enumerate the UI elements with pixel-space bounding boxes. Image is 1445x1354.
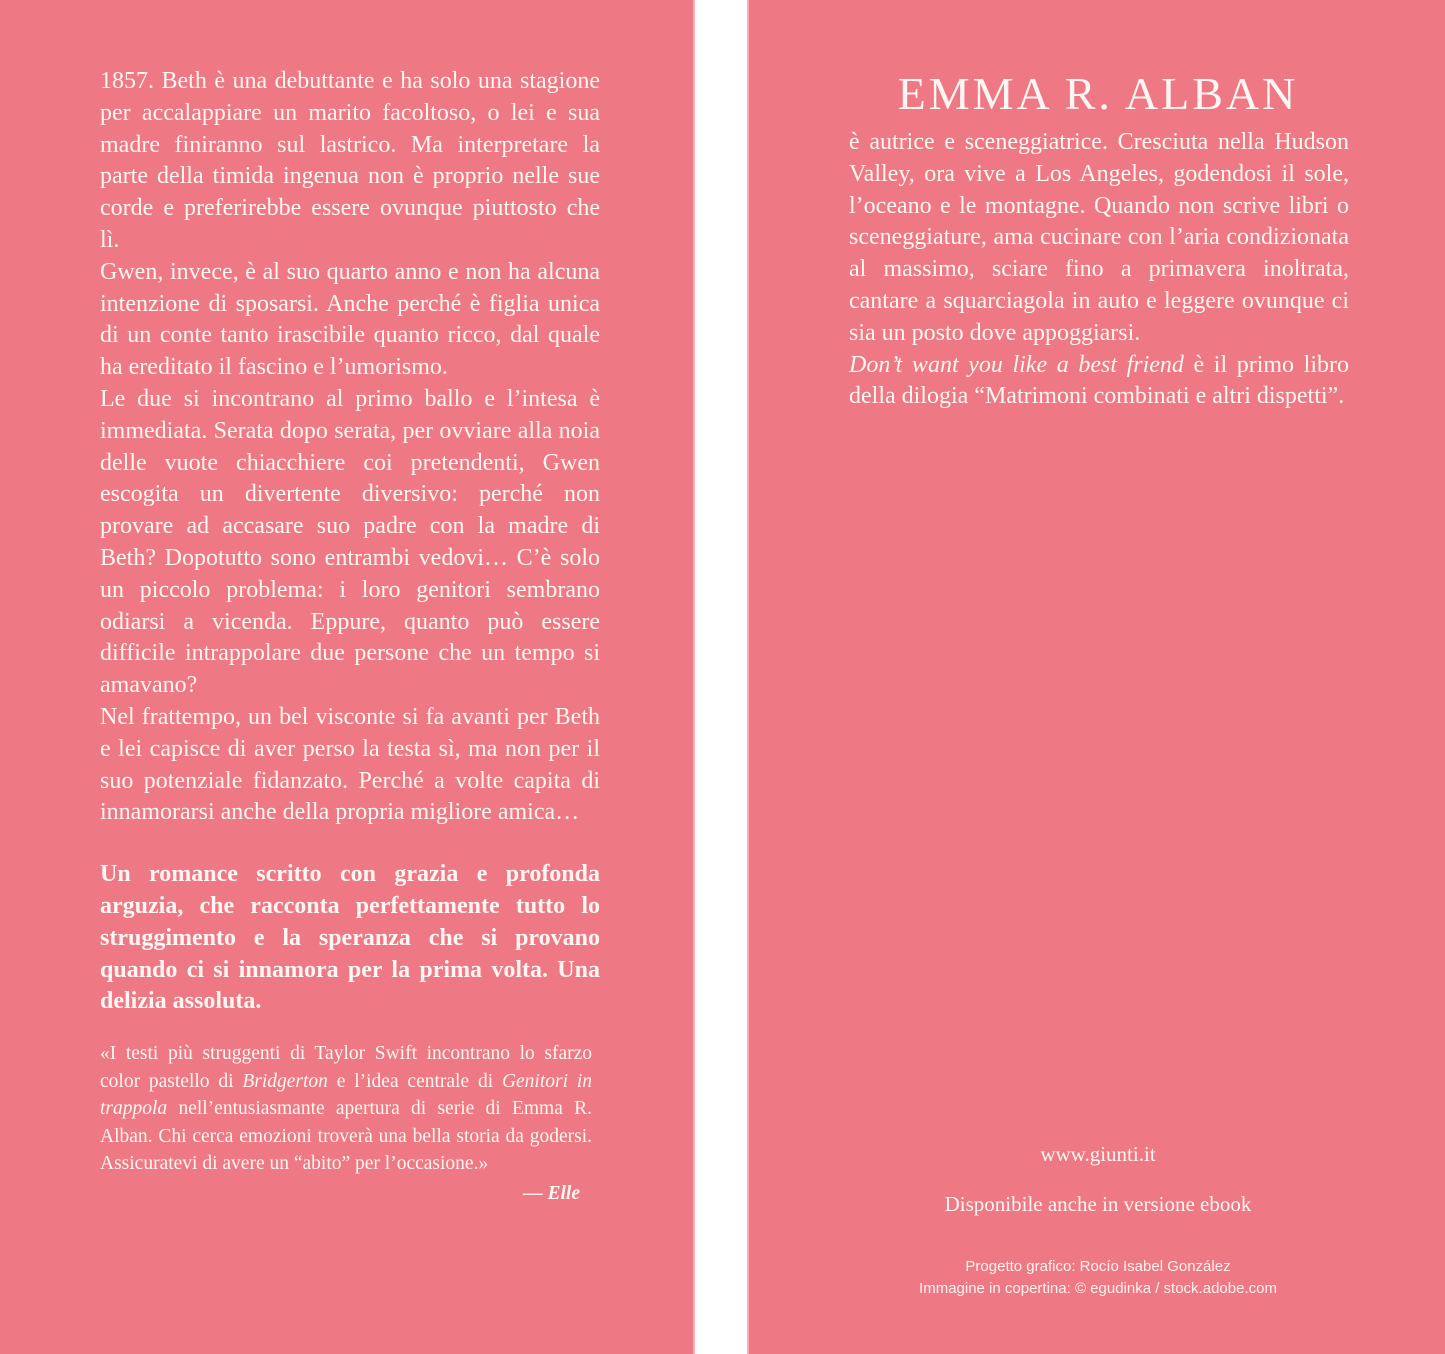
review-quote-text: «I testi più struggenti di Taylor Swift incontrano lo sfarzo color pastello di <box>100 1043 592 1092</box>
review-quote-text: e l’idea centrale di <box>327 1070 502 1092</box>
review-quote-italic-title: Bridgerton <box>242 1070 328 1092</box>
cover-image-credit: Immagine in copertina: © egudinka / stock.adobe.com <box>919 1280 1277 1297</box>
credits-block <box>749 1256 1445 1300</box>
review-quote-italic-title: Genitori in trappola <box>100 1070 593 1120</box>
author-bio <box>849 127 1349 413</box>
design-credit: Progetto grafico: Rocío Isabel González <box>965 1258 1231 1275</box>
author-bio-text: è autrice e sceneggiatrice. Cresciuta nella Hudson Valley, ora vive a Los Angeles, godendosi il sole, l’oceano e le montagne. Quando non scrive libri o sceneggiature, ama cucinare con l’aria condizionata al massimo, sciare fino a primavera inoltrata, cantare a squarciagola in auto e leggere ovunque ci sia un posto dove appoggiarsi. <box>849 129 1349 346</box>
review-quote-text: nell’entusiasmante apertura di serie di Emma R. Alban. Chi cerca emozioni troverà una bella storia da godersi. Assicuratevi di avere un “abito” per l’occasione.» <box>100 1098 592 1175</box>
right-flap <box>747 0 1445 1354</box>
highlight-paragraph: Un romance scritto con grazia e profonda arguzia, che racconta perfettamente tutto lo struggimento e la speranza che si provano quando ci si innamora per la prima volta. Una delizia assoluta. <box>100 861 600 1015</box>
website-url: www.giunti.it <box>1040 1142 1156 1166</box>
synopsis-paragraph: Nel frattempo, un bel visconte si fa avanti per Beth e lei capisce di aver perso la testa sì, ma non per il suo potenziale fidanzato. Perché a volte capita di innamorarsi anche della propria migliore amica… <box>100 703 600 826</box>
author-bio-text: è il primo libro della dilogia “Matrimoni combinati e altri dispetti”. <box>849 351 1349 410</box>
author-name-heading: EMMA R. ALBAN <box>897 68 1299 119</box>
ebook-availability-note: Disponibile anche in versione ebook <box>944 1192 1252 1216</box>
synopsis-paragraph: 1857. Beth è una debuttante e ha solo una stagione per accalappiare un marito facoltoso, o lei e sua madre finiranno sul lastrico. Ma interpretare la parte della timida ingenua non è proprio nelle sue corde e preferirebbe essere ovunque piuttosto che lì. <box>100 68 600 253</box>
book-title-italic: Don’t want you like a best friend <box>849 351 1184 378</box>
left-flap <box>0 0 695 1354</box>
synopsis-block <box>100 66 600 1207</box>
synopsis-paragraph: Gwen, invece, è al suo quarto anno e non ha alcuna intenzione di sposarsi. Anche perché è figlia unica di un conte tanto irascibile quanto ricco, dal quale ha ereditato il fascino e l’umorismo. <box>100 258 600 381</box>
review-quote <box>100 1040 592 1178</box>
synopsis-paragraph: Le due si incontrano al primo ballo e l’intesa è immediata. Serata dopo serata, per ovviare alla noia delle vuote chiacchiere coi pretendenti, Gwen escogita un divertente diversivo: perché non provare ad accasare suo padre con la madre di Beth? Dopotutto sono entrambi vedovi… C’è solo un piccolo problema: i loro genitori sembrano odiarsi a vicenda. Eppure, quanto può essere difficile intrappolare due persone che un tempo si amavano? <box>100 385 600 699</box>
review-attribution: — Elle <box>523 1182 580 1204</box>
